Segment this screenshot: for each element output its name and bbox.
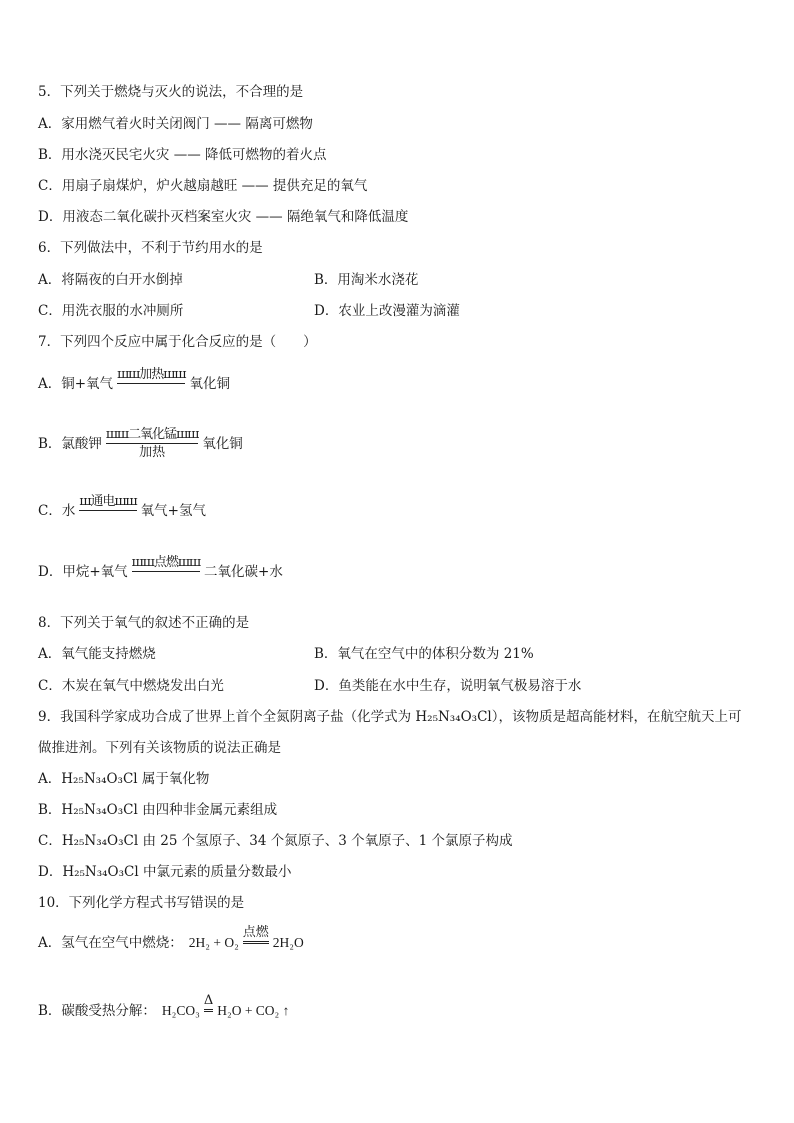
q10-a-label: A．氢气在空气中燃烧： xyxy=(38,934,183,951)
q7-b-condition-top: шш二氧化锰шш xyxy=(105,427,199,442)
q6-stem: 6．下列做法中，不利于节约用水的是 xyxy=(38,240,263,256)
q7-b-arrow xyxy=(106,427,198,460)
q8-option-d: D．鱼类能在水中生存，说明氧气极易溶于水 xyxy=(314,678,582,694)
q7-a-product: 氧化铜 xyxy=(189,375,230,392)
q10-a-right: 2H₂O xyxy=(272,934,304,950)
q8-stem: 8．下列关于氧气的叙述不正确的是 xyxy=(38,615,250,631)
q7-d-arrow xyxy=(132,555,200,588)
q7-b-condition-bottom: 加热 xyxy=(139,445,166,460)
q7-stem: 7．下列四个反应中属于化合反应的是（ ） xyxy=(38,334,317,350)
q10-option-a xyxy=(38,925,304,960)
q6-option-d: D．农业上改漫灌为滴灌 xyxy=(314,303,460,319)
q10-a-equals xyxy=(243,925,269,960)
q10-a-condition: 点燃 xyxy=(242,925,269,940)
q7-option-b xyxy=(38,427,243,460)
q9-stem-line1: 9．我国科学家成功合成了世界上首个全氮阴离子盐（化学式为 H₂₅N₃₄O₃Cl），该物质是超高能材料，在航空航天上可 xyxy=(38,709,742,725)
q7-c-product: 氧气+氢气 xyxy=(140,502,206,519)
q7-c-arrow xyxy=(79,494,136,527)
q7-d-reactants: D．甲烷+氧气 xyxy=(38,563,128,580)
q5-option-b: B．用水浇灭民宅火灾 —— 降低可燃物的着火点 xyxy=(38,147,327,163)
q7-option-a xyxy=(38,367,230,400)
q10-b-equals xyxy=(204,993,213,1028)
q7-option-d xyxy=(38,555,283,588)
q7-b-reactants: B．氯酸钾 xyxy=(38,435,102,452)
q10-b-label: B．碳酸受热分解： xyxy=(38,1002,156,1019)
q10-b-right: H₂O + CO₂ ↑ xyxy=(217,1002,290,1018)
q9-option-a: A．H₂₅N₃₄O₃Cl 属于氧化物 xyxy=(38,771,210,787)
q9-option-c: C．H₂₅N₃₄O₃Cl 由 25 个氢原子、34 个氮原子、3 个氧原子、1 个氯原子构成 xyxy=(38,833,513,849)
q6-option-a: A．将隔夜的白开水倒掉 xyxy=(38,272,183,288)
q7-b-product: 氧化铜 xyxy=(202,435,243,452)
q9-option-b: B．H₂₅N₃₄O₃Cl 由四种非金属元素组成 xyxy=(38,802,278,818)
q10-b-condition: Δ xyxy=(203,993,214,1008)
q9-option-d: D．H₂₅N₃₄O₃Cl 中氯元素的质量分数最小 xyxy=(38,864,292,880)
q8-option-b: B．氧气在空气中的体积分数为 21% xyxy=(314,646,534,662)
q9-stem-line2: 做推进剂。下列有关该物质的说法正确是 xyxy=(38,740,281,756)
q7-c-reactants: C．水 xyxy=(38,502,76,519)
q6-option-b: B．用淘米水浇花 xyxy=(314,272,419,288)
q10-b-left: H₂CO₃ xyxy=(161,1002,200,1018)
q5-stem: 5．下列关于燃烧与灭火的说法，不合理的是 xyxy=(38,84,304,100)
q7-c-condition: ш通电шш xyxy=(79,494,137,509)
q7-a-condition: шш加热шш xyxy=(117,367,186,382)
q7-d-product: 二氧化碳+水 xyxy=(204,563,283,580)
q8-option-a: A．氧气能支持燃烧 xyxy=(38,646,156,662)
q10-option-b xyxy=(38,993,289,1028)
q7-a-reactants: A．铜+氧气 xyxy=(38,375,114,392)
q10-a-left: 2H₂ + O₂ xyxy=(188,934,239,950)
q5-option-c: C．用扇子扇煤炉，炉火越扇越旺 —— 提供充足的氧气 xyxy=(38,178,368,194)
q5-option-d: D．用液态二氧化碳扑灭档案室火灾 —— 隔绝氧气和降低温度 xyxy=(38,209,409,225)
q6-option-c: C．用洗衣服的水冲厕所 xyxy=(38,303,184,319)
q7-d-condition: шш点燃шш xyxy=(131,555,201,570)
q7-option-c xyxy=(38,494,206,527)
q8-option-c: C．木炭在氧气中燃烧发出白光 xyxy=(38,678,224,694)
q5-option-a: A．家用燃气着火时关闭阀门 —— 隔离可燃物 xyxy=(38,116,313,132)
q7-a-arrow xyxy=(117,367,185,400)
q10-stem: 10．下列化学方程式书写错误的是 xyxy=(38,895,245,911)
